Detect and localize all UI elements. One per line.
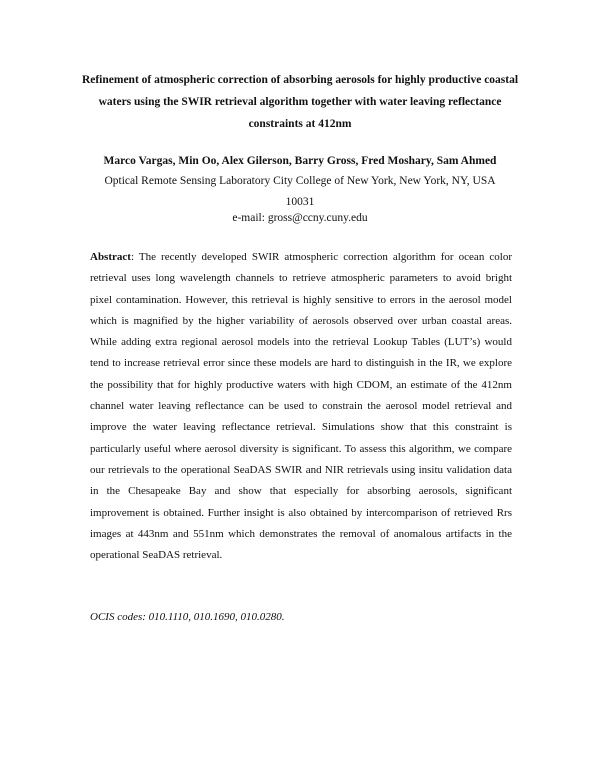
paper-title: Refinement of atmospheric correction of absorbing aerosols for highly productive coastal waters using the SWIR retrieval algorithm together with water leaving reflectance constraints at 412nm — [81, 74, 519, 130]
affiliation: Optical Remote Sensing Laboratory City College of New York, New York, NY, USA 10031 — [104, 175, 496, 208]
abstract-label: Abstract — [90, 251, 131, 263]
abstract-text: : The recently developed SWIR atmospheric correction algorithm for ocean color retrieval uses long wavelength channels to retrieve atmospheric parameters to avoid bright pixel contamination. However, this retrieval is highly sensitive to errors in the aerosol model which is magnified by the higher variability of aerosols observed over urban coastal areas. While adding extra regional aerosol models into the retrieval Lookup Tables (LUT’s) would tend to increase retrieval error since these models are hard to distinguish in the IR, we explore the possibility that for highly productive waters with high CDOM, an estimate of the 412nm channel water leaving reflectance can be used to constrain the aerosol model retrieval and improve the water leaving reflectance retrieval. Simulations show that this constraint is particularly useful where aerosol diversity is significant. To assess this algorithm, we compare our retrievals to the operational SeaDAS SWIR and NIR retrievals using insitu validation data in the Chesapeake Bay and show that especially for absorbing aerosols, significant improvement is obtained. Further insight is also obtained by intercomparison of retrieved Rrs images at 443nm and 551nm which demonstrates the removal of anomalous artifacts in the operational SeaDAS retrieval. — [90, 251, 512, 562]
abstract — [90, 247, 512, 566]
contact-email: e-mail: gross@ccny.cuny.edu — [232, 212, 368, 224]
ocis-codes: OCIS codes: 010.1110, 010.1690, 010.0280. — [90, 611, 285, 623]
author-list: Marco Vargas, Min Oo, Alex Gilerson, Barry Gross, Fred Moshary, Sam Ahmed — [103, 155, 497, 167]
